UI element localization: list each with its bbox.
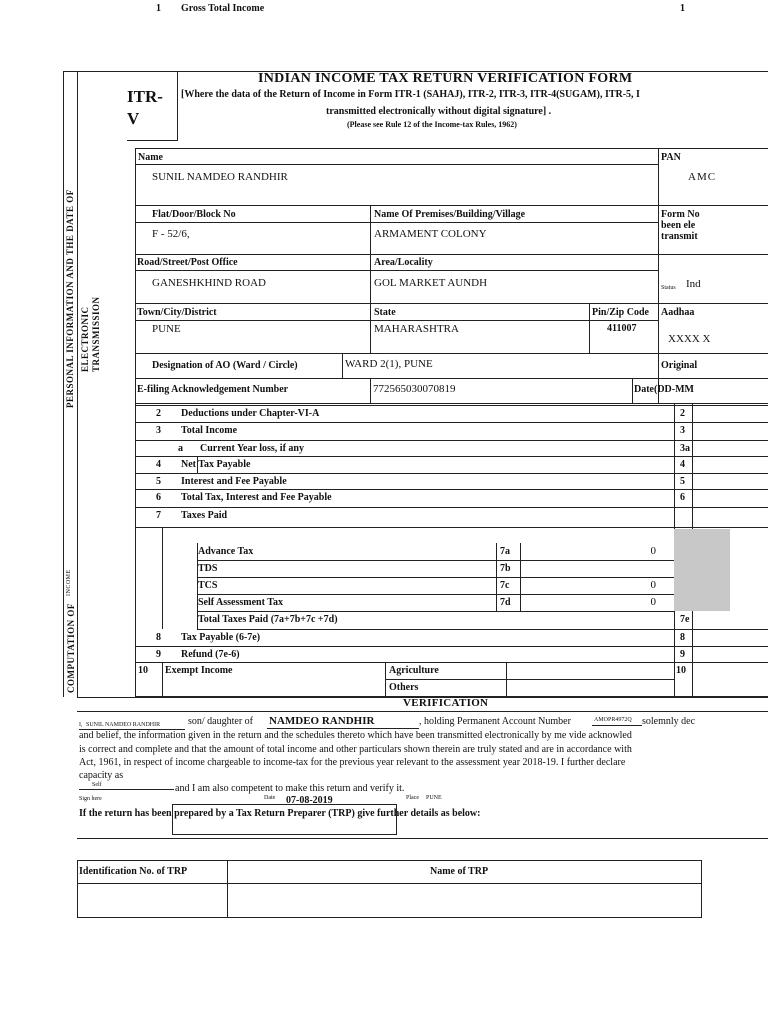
income-row-label: Total Tax, Interest and Fee Payable <box>181 492 332 503</box>
income-row-label: Tax Payable (6-7e) <box>181 632 261 643</box>
form-no-label-line2: been ele <box>661 220 696 231</box>
sign-here-label: Sign here <box>79 796 102 802</box>
income-row-number: 9 <box>156 649 161 660</box>
sidebar-income-label: INCOME <box>66 569 72 596</box>
rule-note: (Please see Rule 12 of the Income-tax Rules, 1962) <box>347 120 517 129</box>
sidebar-transmission-label: TRANSMISSION <box>91 296 101 372</box>
income-row-code: 3 <box>680 425 685 436</box>
area-label: Area/Locality <box>374 257 433 268</box>
exempt-code: 10 <box>676 665 686 676</box>
income-row-number: a <box>178 443 183 454</box>
trp-table-top <box>77 860 702 861</box>
verification-date-value: 07-08-2019 <box>286 795 333 806</box>
income-row-code: 6 <box>680 492 685 503</box>
verification-pan-small: AMOPR4972Q <box>594 717 632 723</box>
taxes-paid-value: 0 <box>650 579 656 591</box>
pan-value: AMC <box>688 171 717 183</box>
grid-line <box>385 679 674 680</box>
income-row-label: Taxes Paid <box>181 510 228 521</box>
road-label: Road/Street/Post Office <box>137 257 238 268</box>
place-value: PUNE <box>426 795 442 801</box>
taxes-paid-label: Advance Tax <box>198 546 254 557</box>
grid-line <box>135 254 768 255</box>
taxes-paid-line <box>197 629 768 630</box>
taxes-paid-line <box>197 560 674 561</box>
pan-underline <box>592 725 642 726</box>
status-label: Status <box>661 285 676 291</box>
place-small-label: Place <box>406 795 419 801</box>
income-row-label: Net Tax Payable <box>181 459 251 470</box>
name-label: Name <box>138 152 163 163</box>
trp-table-divider <box>227 860 228 917</box>
verification-line2: and belief, the information given in the return and the schedules thereto which have been transmitted electronically by me vide acknowled <box>79 730 632 741</box>
income-row-label: Gross Total Income <box>181 3 265 14</box>
grid-line <box>342 353 343 378</box>
income-row-code: 3a <box>680 443 690 454</box>
trp-id-header: Identification No. of TRP <box>79 866 188 877</box>
solemnly-text: solemnly dec <box>642 716 696 727</box>
grid-line <box>658 148 659 403</box>
income-row-code: 1 <box>680 3 685 14</box>
road-value: GANESHKHIND ROAD <box>152 277 266 289</box>
grid-line <box>370 205 371 353</box>
capacity-underline <box>79 789 174 790</box>
father-name: NAMDEO RANDHIR <box>269 715 375 727</box>
income-row-label: Current Year loss, if any <box>200 443 304 454</box>
sidebar-electronic-label: ELECTRONIC <box>80 306 90 372</box>
grid-line <box>135 303 768 304</box>
state-label: State <box>374 307 396 318</box>
grid-line <box>135 378 768 379</box>
income-row-number: 8 <box>156 632 161 643</box>
exempt-number: 10 <box>138 665 148 676</box>
grid-line <box>385 662 386 696</box>
grid-line <box>496 543 497 611</box>
form-subtitle-line2: transmitted electronically without digital signature] . <box>326 106 552 117</box>
income-row-code: 4 <box>680 459 685 470</box>
ack-value: 772565030070819 <box>373 383 456 395</box>
trp-note: If the return has been prepared by a Tax Return Preparer (TRP) give further details as below: <box>79 808 481 819</box>
exempt-label: Exempt Income <box>165 665 233 676</box>
taxes-paid-line <box>197 577 674 578</box>
income-row-number: 4 <box>156 459 161 470</box>
shaded-block <box>674 529 730 611</box>
frame-left-border <box>63 71 64 697</box>
grid-line <box>370 378 371 403</box>
form-subtitle-line1: [Where the data of the Return of Income in Form ITR-1 (SAHAJ), ITR-2, ITR-3, ITR-4(SUGAM), ITR-5, I <box>181 89 640 100</box>
income-row-number: 7 <box>156 510 161 521</box>
income-row-label: Deductions under Chapter-VI-A <box>181 408 320 419</box>
form-code: ITR-V <box>127 87 163 128</box>
trp-note-line <box>77 838 768 839</box>
status-value: Ind <box>686 278 701 290</box>
income-row-number: 2 <box>156 408 161 419</box>
taxes-paid-code: 7c <box>500 580 510 591</box>
income-row-number: 5 <box>156 476 161 487</box>
self-small: Self <box>92 782 102 788</box>
grid-line <box>197 456 198 473</box>
taxes-paid-value: 0 <box>650 596 656 608</box>
grid-line <box>589 303 590 353</box>
income-row-label: Refund (7e-6) <box>181 649 240 660</box>
date-label: Date(DD-MM <box>634 384 694 395</box>
aadhaar-value: XXXX X <box>668 333 711 345</box>
form-no-label-line1: Form No <box>661 209 700 220</box>
income-row-number: 1 <box>156 3 161 14</box>
exempt-others-label: Others <box>389 682 419 693</box>
trp-table-bottom <box>77 917 702 918</box>
taxes-paid-label: TCS <box>198 580 218 591</box>
ao-label: Designation of AO (Ward / Circle) <box>152 360 298 371</box>
income-row-code: 9 <box>680 649 685 660</box>
taxes-paid-line <box>197 594 674 595</box>
town-label: Town/City/District <box>137 307 217 318</box>
verification-line5: capacity as <box>79 770 124 781</box>
form-no-label-line3: transmit <box>661 231 698 242</box>
verification-line4: Act, 1961, in respect of income chargeable to income-tax for the previous year relevant to the assessment year 2018-19. I further declare <box>79 757 626 768</box>
grid-line <box>135 148 136 403</box>
grid-line <box>135 222 658 223</box>
form-title: INDIAN INCOME TAX RETURN VERIFICATION FORM <box>258 71 633 86</box>
taxes-paid-code: 7b <box>500 563 511 574</box>
header-bottom-line <box>127 140 178 141</box>
pin-label: Pin/Zip Code <box>592 307 649 318</box>
son-daughter-text: son/ daughter of <box>188 716 253 727</box>
father-underline <box>267 728 419 729</box>
flat-value: F - 52/6, <box>152 228 190 240</box>
grid-line <box>506 662 507 696</box>
competent-text: and I am also competent to make this return and verify it. <box>175 783 405 794</box>
trp-table-mid <box>77 883 702 884</box>
header-divider <box>177 71 178 140</box>
income-row-code: 5 <box>680 476 685 487</box>
income-row-code: 8 <box>680 632 685 643</box>
flat-label: Flat/Door/Block No <box>152 209 236 220</box>
trp-note-box <box>172 804 397 835</box>
grid-line <box>135 148 768 149</box>
town-value: PUNE <box>152 323 181 335</box>
grid-line <box>135 164 658 165</box>
grid-line <box>520 543 521 611</box>
sidebar-computation-label: COMPUTATION OF <box>66 603 76 693</box>
income-row-number: 6 <box>156 492 161 503</box>
area-value: GOL MARKET AUNDH <box>374 277 488 289</box>
income-row-number: 3 <box>156 425 161 436</box>
premises-label: Name Of Premises/Building/Village <box>374 209 526 220</box>
taxes-paid-label: TDS <box>198 563 218 574</box>
verification-title-line <box>77 711 768 712</box>
grid-line <box>197 543 198 629</box>
trp-table-left <box>77 860 78 917</box>
taxes-paid-line <box>197 611 674 612</box>
verification-line3: is correct and complete and that the amount of total income and other particulars shown therein are truly stated and are in accordance with <box>79 744 632 755</box>
grid-line <box>162 662 163 696</box>
form-no-label <box>661 209 700 242</box>
sidebar-personal-info-label: PERSONAL INFORMATION AND THE DATE OF <box>65 189 75 408</box>
taxes-paid-code: 7d <box>500 597 511 608</box>
taxes-paid-code: 7a <box>500 546 510 557</box>
ao-value: WARD 2(1), PUNE <box>345 358 433 370</box>
verification-name-small: SUNIL NAMDEO RANDHIR <box>86 722 161 728</box>
income-row-label: Interest and Fee Payable <box>181 476 287 487</box>
grid-line <box>135 205 768 206</box>
taxes-paid-value: 0 <box>650 545 656 557</box>
taxes-paid-label: Total Taxes Paid (7a+7b+7c +7d) <box>198 614 338 625</box>
verification-i-label: I, <box>79 722 83 728</box>
exempt-agri-label: Agriculture <box>389 665 439 676</box>
trp-table-right <box>701 860 702 917</box>
name-value: SUNIL NAMDEO RANDHIR <box>152 171 288 183</box>
taxes-paid-code: 7e <box>680 614 690 625</box>
original-label: Original <box>661 360 698 371</box>
grid-line <box>135 403 136 696</box>
taxes-paid-label: Self Assessment Tax <box>198 597 284 608</box>
grid-line <box>632 378 633 403</box>
grid-line <box>135 353 768 354</box>
trp-name-header: Name of TRP <box>430 866 489 877</box>
grid-line <box>135 320 658 321</box>
grid-line <box>135 270 658 271</box>
holding-text: , holding Permanent Account Number <box>419 716 571 727</box>
aadhaar-label: Aadhaa <box>661 307 695 318</box>
pan-label: PAN <box>661 152 681 163</box>
grid-line <box>162 527 163 629</box>
ack-label: E-filing Acknowledgement Number <box>137 384 289 395</box>
income-row-label: Total Income <box>181 425 238 436</box>
date-small-label: Date <box>264 795 276 801</box>
verification-title: VERIFICATION <box>403 697 489 709</box>
state-value: MAHARASHTRA <box>374 323 459 335</box>
premises-value: ARMAMENT COLONY <box>374 228 487 240</box>
pin-value: 411007 <box>607 323 637 334</box>
frame-inner-border <box>77 71 78 697</box>
income-row-code: 2 <box>680 408 685 419</box>
